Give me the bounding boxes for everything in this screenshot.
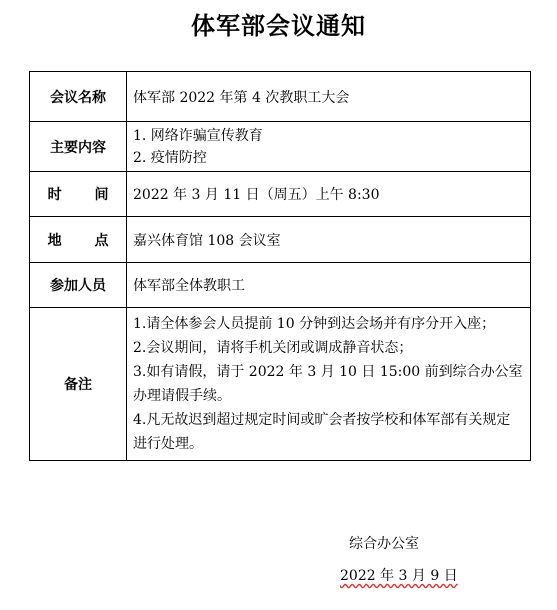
row-place [30,217,531,263]
content-value [127,122,531,172]
content-item: 2. 疫情防控 [133,149,207,166]
time-label-char-2: 间 [94,187,109,203]
remarks-value [127,308,531,461]
attendees-label: 参加人员 [30,263,127,308]
row-remarks [30,308,531,461]
time-label [30,172,127,217]
signature-date [340,565,458,585]
time-label-char-1: 时 [47,187,62,203]
attendees-value: 体军部全体教职工 [127,263,531,308]
remark-item: 3.如有请假，请于 2022 年 3 月 10 日 15:00 前到综合办公室办理请假手续。 [133,364,523,404]
place-label-char-1: 地 [47,232,62,249]
place-label-char-2: 点 [94,232,109,249]
signature-office: 综合办公室 [349,536,419,552]
meeting-name-value: 体军部 2022 年第 4 次教职工大会 [127,72,531,122]
row-meeting-name [30,72,531,122]
remarks-label: 备注 [30,308,127,461]
time-value: 2022 年 3 月 11 日（周五）上午 8:30 [127,172,531,217]
meeting-name-label: 会议名称 [30,72,127,122]
row-time [30,172,531,217]
row-attendees [30,263,531,308]
place-label [30,217,127,263]
remark-item: 2.会议期间，请将手机关闭或调成静音状态； [133,340,413,356]
remark-item: 1.请全体参会人员提前 10 分钟到达会场并有序分开入座； [133,316,496,332]
place-value: 嘉兴体育馆 108 会议室 [127,217,531,263]
signature-date-text: 2022 年 3 月 9 日 [340,568,458,584]
row-content [30,122,531,172]
remark-item: 4.凡无故迟到超过规定时间或旷会者按学校和体军部有关规定进行处理。 [133,412,511,452]
notice-table [29,71,531,461]
content-label: 主要内容 [30,122,127,172]
notice-title: 体军部会议通知 [191,11,366,40]
content-item: 1. 网络诈骗宣传教育 [133,127,263,144]
